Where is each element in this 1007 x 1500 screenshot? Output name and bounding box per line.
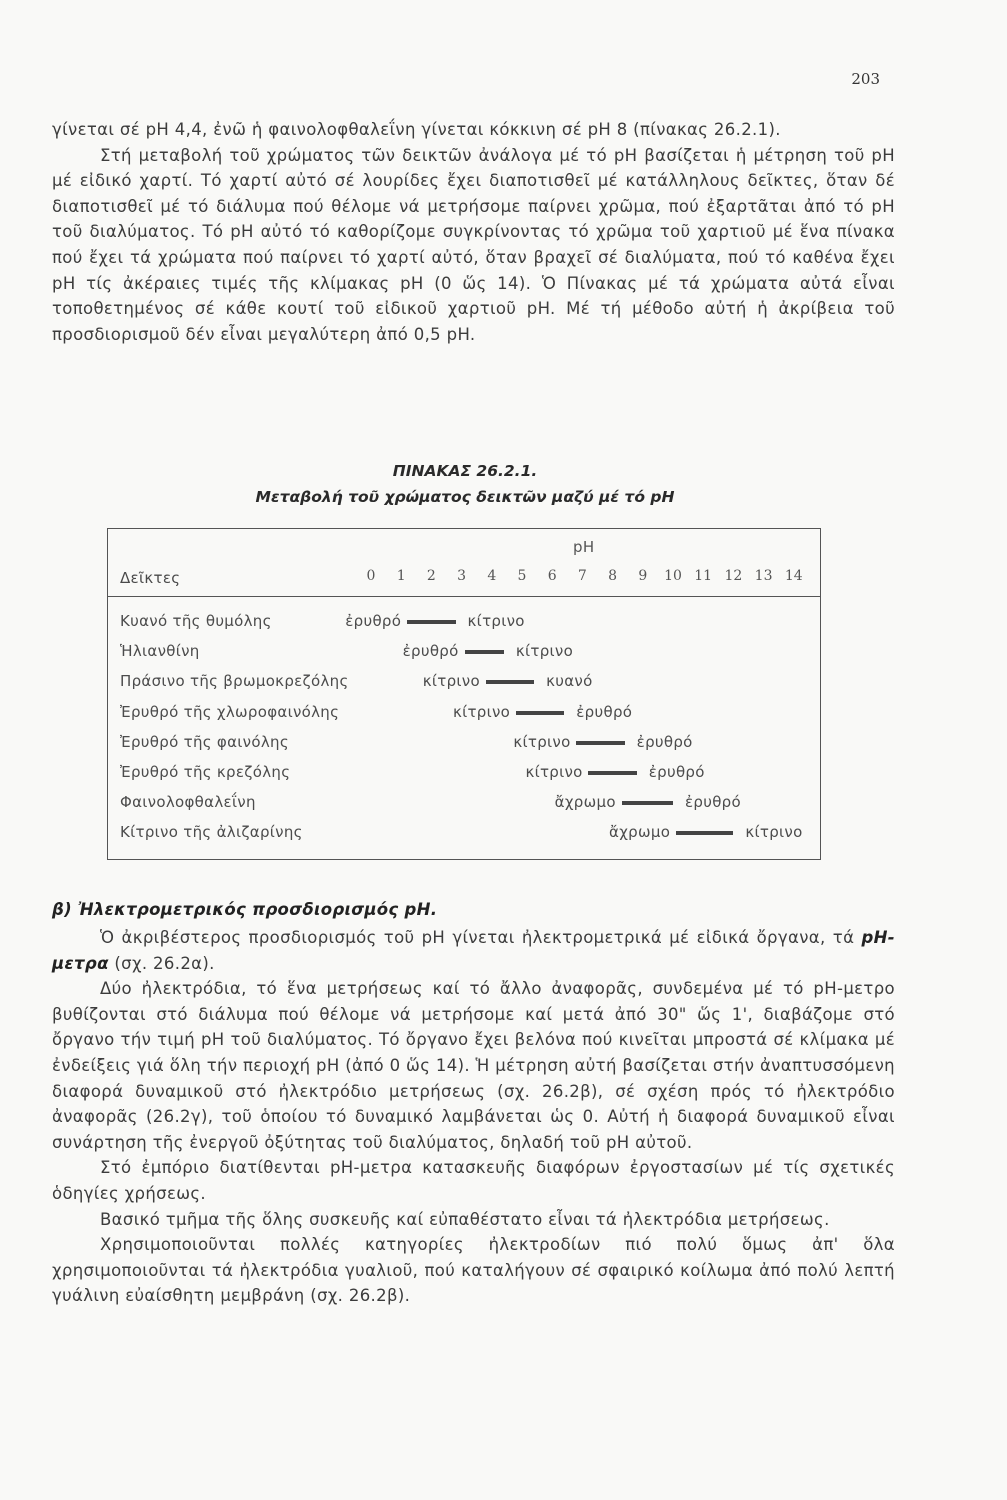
acid-color-label: κίτρινο — [422, 672, 480, 691]
acid-color-label: κίτρινο — [452, 702, 511, 721]
table-caption-title: ΠΙΝΑΚΑΣ 26.2.1. — [392, 462, 538, 480]
section-b-paragraph-4: Βασικό τμῆμα τῆς ὅλης συσκευῆς καί εὐπαθέστατο εἶναι τά ἠλεκτρόδια μετρήσεως. — [100, 1209, 830, 1229]
ph-tick-7: 7 — [577, 568, 587, 584]
intro-paragraph-2: Στή μεταβολή τοῦ χρώματος τῶν δεικτῶν ἀνάλογα μέ τό pH βασίζεται ἡ μέτρηση τοῦ pH μέ εἰδικό χαρτί. Τό χαρτί αὐτό σέ λουρίδες ἔχει διαποτισθεῖ μέ κατάλληλους δεῖκτες, ὅταν δέ διαποτισθεῖ μέ τό διάλυμα πού θέλομε νά μετρήσομε παίρνει χρῶμα, πού ἐξαρτᾶται ἀπό τό pH τοῦ διαλύματος. Τό pH αὐτό τό καθορίζομε συγκρίνοντας τό χρῶμα τοῦ χαρτιοῦ μέ ἕνα πίνακα πού ἔχει τά χρώματα πού παίρνει τό χαρτί αὐτό, ὅταν βραχεῖ σέ διαλύματα, πού τό καθένα ἔχει pH τίς ἀκέραιες τιμές τῆς κλίμακας pH (0 ὥς 14). Ὁ Πίνακας μέ τά χρώματα αὐτά εἶναι τοποθετημένος σέ κάθε κουτί τοῦ εἰδικοῦ χαρτιοῦ pH. Μέ τή μέθοδο αὐτή ἡ ἀκρίβεια τοῦ προσδιορισμοῦ δέν εἶναι μεγαλύτερη ἀπό 0,5 pH. — [52, 145, 895, 344]
ph-tick-0: 0 — [366, 568, 376, 584]
ph-tick-9: 9 — [638, 568, 648, 584]
indicator-name: Ἐρυθρό τῆς κρεζόλης — [120, 763, 291, 781]
ph-tick-6: 6 — [547, 568, 557, 584]
ph-tick-2: 2 — [426, 568, 436, 584]
indicator-name: Ἐρυθρό τῆς χλωροφαινόλης — [120, 702, 340, 721]
section-b-text — [52, 925, 895, 1309]
ph-tick-5: 5 — [517, 568, 527, 584]
table-caption-subtitle: Μεταβολή τοῦ χρώματος δεικτῶν μαζύ μέ τό pH — [255, 488, 675, 506]
table-header-divider — [107, 596, 821, 597]
section-b-paragraph-2: Δύο ἠλεκτρόδια, τό ἕνα μετρήσεως καί τό ἄλλο ἀναφορᾶς, συνδεμένα μέ τό pH-μετρο βυθίζονται στό διάλυμα πού θέλομε νά μετρήσομε καί μετά ἀπό 30" ὥς 1', διαβάζομε στό ὄργανο τήν τιμή pH τοῦ διαλύματος. Τό ὄργανο ἔχει βελόνα πού κινεῖται μπροστά σέ κλίμακα μέ ἐνδείξεις γιά ὅλη τήν περιοχή pH (ἀπό 0 ὥς 14). Ἡ μέτρηση αὐτή βασίζεται στήν ἀναπτυσσόμενη διαφορά δυναμικοῦ στό ἠλεκτρόδιο μετρήσεως (σχ. 26.2β), σέ σχέση πρός τό ἠλεκτρόδιο ἀναφορᾶς (26.2γ), τοῦ ὁποίου τό δυναμικό λαμβάνεται ὡς 0. Αὐτή ἡ διαφορά δυναμικοῦ εἶναι συνάρτηση τῆς ἐνεργοῦ ὀξύτητας τοῦ διαλύματος, δηλαδή τοῦ pH αὐτοῦ. — [52, 979, 895, 1152]
ph-header: pH — [573, 538, 595, 556]
base-color-label: κίτρινο — [467, 612, 525, 630]
base-color-label: ἐρυθρό — [685, 793, 741, 812]
section-b-paragraph-5: Χρησιμοποιοῦνται πολλές κατηγορίες ἠλεκτροδίων πιό πολύ ὅμως ἀπ' ὅλα χρησιμοποιοῦνται τά ἠλεκτρόδια γυαλιοῦ, πού καταλήγουν σέ σφαιρικό κοίλωμα ἀπό πολύ λεπτή γυάλινη εὐαίσθητη μεμβράνη (σχ. 26.2β). — [52, 1235, 895, 1306]
paragraph-1-text-a: Ὁ ἀκριβέστερος προσδιορισμός τοῦ pH γίνεται ἠλεκτρομετρικά μέ εἰδικά ὄργανα, τά — [100, 928, 862, 947]
transition-range-bar — [486, 680, 534, 684]
base-color-label: ἐρυθρό — [636, 732, 693, 751]
acid-color-label: ἐρυθρό — [345, 612, 402, 630]
indicator-name: Πράσινο τῆς βρωμοκρεζόλης — [120, 672, 349, 691]
transition-range-bar — [576, 741, 624, 745]
transition-range-bar — [465, 650, 504, 654]
transition-range-bar — [407, 620, 455, 624]
section-b-heading: β) Ἠλεκτρομετρικός προσδιορισμός pH. — [52, 900, 438, 919]
ph-tick-11: 11 — [694, 568, 713, 584]
ph-tick-14: 14 — [784, 568, 803, 584]
ph-meter-term: pH-μετρα — [52, 928, 895, 973]
indicator-name: Ἐρυθρό τῆς φαινόλης — [120, 732, 289, 751]
indicator-name: Φαινολοφθαλεΐνη — [120, 793, 256, 812]
acid-color-label: ἄχρωμο — [609, 823, 671, 842]
indicator-name: Ἡλιανθίνη — [120, 642, 200, 661]
page-number: 203 — [851, 70, 880, 88]
base-color-label: κίτρινο — [515, 642, 574, 661]
indicator-name: Κίτρινο τῆς ἀλιζαρίνης — [120, 823, 303, 842]
indicators-header: Δεῖκτες — [120, 569, 181, 587]
ph-tick-13: 13 — [754, 568, 773, 584]
indicator-name: Κυανό τῆς θυμόλης — [120, 612, 272, 630]
base-color-label: ἐρυθρό — [648, 763, 705, 781]
base-color-label: ἐρυθρό — [576, 702, 633, 721]
acid-color-label: κίτρινο — [513, 732, 571, 751]
transition-range-bar — [676, 831, 733, 835]
intro-text — [52, 117, 895, 347]
transition-range-bar — [588, 771, 636, 775]
ph-tick-3: 3 — [457, 568, 467, 584]
acid-color-label: ἐρυθρό — [402, 642, 459, 661]
ph-tick-10: 10 — [664, 568, 682, 584]
ph-tick-1: 1 — [396, 568, 406, 584]
section-b-paragraph-3: Στό ἐμπόριο διατίθενται pH-μετρα κατασκευῆς διαφόρων ἐργοστασίων μέ τίς σχετικές ὁδηγίες χρήσεως. — [52, 1158, 895, 1203]
acid-color-label: ἄχρωμο — [554, 793, 616, 812]
ph-tick-12: 12 — [724, 568, 743, 584]
section-b-paragraph-1 — [52, 925, 895, 976]
transition-range-bar — [622, 801, 673, 805]
ph-tick-8: 8 — [608, 568, 618, 584]
base-color-label: κυανό — [546, 672, 593, 691]
acid-color-label: κίτρινο — [525, 763, 583, 781]
intro-paragraph-1: γίνεται σέ pH 4,4, ἐνῶ ἡ φαινολοφθαλεΐνη γίνεται κόκκινη σέ pH 8 (πίνακας 26.2.1). — [52, 120, 781, 139]
ph-tick-4: 4 — [487, 568, 497, 584]
base-color-label: κίτρινο — [745, 823, 803, 842]
transition-range-bar — [516, 711, 564, 715]
paragraph-1-text-b: (σχ. 26.2α). — [108, 953, 215, 973]
